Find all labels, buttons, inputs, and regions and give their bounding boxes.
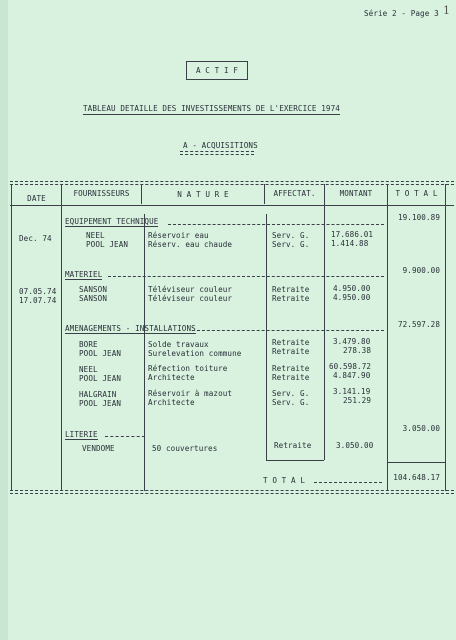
row-amount: 3.050.00: [336, 441, 374, 450]
row-nature: Réservoir eau: [148, 231, 209, 240]
group-leader-dots: [192, 330, 384, 331]
row-amount: 4.950.00: [333, 284, 371, 293]
total-leader-dots: [314, 482, 382, 483]
grand-total: 104.648.17: [393, 473, 440, 482]
row-affectation: Retraite: [272, 373, 310, 382]
row-nature: 50 couvertures: [152, 444, 218, 453]
row-supplier: POOL JEAN: [79, 349, 122, 358]
group-leader-dots: [105, 436, 145, 437]
row-nature: Réfection toiture: [148, 364, 228, 373]
document-page: [8, 0, 456, 640]
row-supplier: NEEL: [79, 365, 98, 374]
row-amount: 60.598.72: [329, 362, 372, 371]
group-total: 19.100.89: [397, 213, 440, 222]
group-total: 72.597.28: [397, 320, 440, 329]
row-affectation: Serv. G.: [272, 240, 310, 249]
row-supplier: VENDOME: [82, 444, 115, 453]
group-leader-dots: [168, 224, 384, 225]
row-supplier: SANSON: [79, 285, 108, 294]
row-nature: Téléviseur couleur: [148, 285, 233, 294]
document-subtitle: A - ACQUISITIONS: [183, 141, 258, 150]
row-date: 17.07.74: [19, 296, 57, 305]
group-title: AMENAGEMENTS - INSTALLATIONS: [65, 324, 196, 333]
row-affectation: Retraite: [272, 364, 310, 373]
column-header-affectation: AFFECTAT.: [273, 189, 316, 198]
row-supplier: POOL JEAN: [79, 374, 122, 383]
row-affectation: Retraite: [272, 294, 310, 303]
row-date: 07.05.74: [19, 287, 57, 296]
group-title: EQUIPEMENT TECHNIQUE: [65, 217, 159, 226]
column-header-date: DATE: [27, 194, 46, 203]
table-left-border: [11, 184, 12, 491]
row-amount: 17.686.01: [331, 230, 374, 239]
row-supplier: SANSON: [79, 294, 108, 303]
col-divider-affect: [324, 184, 325, 460]
section-label: A C T I F: [195, 66, 239, 75]
row-supplier: NEEL: [86, 231, 105, 240]
row-date: Dec. 74: [19, 234, 52, 243]
row-nature: Solde travaux: [148, 340, 209, 349]
column-header-total: T O T A L: [395, 189, 438, 198]
row-amount: 3.479.80: [333, 337, 371, 346]
col-divider-supplier: [144, 214, 145, 491]
group-title: LITERIE: [65, 430, 98, 439]
row-affectation: Serv. G.: [272, 398, 310, 407]
row-affectation: Retraite: [272, 338, 310, 347]
col-divider-nature: [266, 214, 267, 460]
row-amount: 4.847.90: [333, 371, 371, 380]
col-divider-amount: [387, 184, 388, 491]
row-supplier: BORE: [79, 340, 98, 349]
row-affectation: Retraite: [272, 285, 310, 294]
row-nature: Réservoir à mazout: [148, 389, 233, 398]
row-nature: Surelevation commune: [148, 349, 242, 358]
row-affectation: Serv. G.: [272, 389, 310, 398]
row-affectation: Retraite: [272, 347, 310, 356]
group-total: 9.900.00: [402, 266, 440, 275]
column-header-amount: MONTANT: [339, 189, 373, 198]
nature-bottom-rule: [266, 460, 324, 461]
row-affectation: Serv. G.: [272, 231, 310, 240]
row-amount: 278.38: [343, 346, 372, 355]
row-nature: Architecte: [148, 398, 195, 407]
row-nature: Architecte: [148, 373, 195, 382]
group-total: 3.050.00: [402, 424, 440, 433]
document-title: TABLEAU DETAILLE DES INVESTISSEMENTS DE L'EXERCICE 1974: [83, 104, 340, 113]
row-amount: 3.141.19: [333, 387, 371, 396]
row-supplier: POOL JEAN: [86, 240, 129, 249]
series-page-label: Série 2 - Page 3: [364, 9, 439, 18]
row-amount: 1.414.88: [331, 239, 369, 248]
row-supplier: HALGRAIN: [79, 390, 117, 399]
group-title: MATERIEL: [65, 270, 103, 279]
row-nature: Téléviseur couleur: [148, 294, 233, 303]
total-cell-top: [387, 462, 445, 463]
subtitle-underline: [180, 151, 254, 155]
total-label: T O T A L: [263, 476, 306, 485]
row-affectation: Retraite: [274, 441, 312, 450]
row-amount: 251.29: [343, 396, 372, 405]
row-nature: Réserv. eau chaude: [148, 240, 233, 249]
handwritten-page-number: 1: [443, 4, 450, 17]
row-supplier: POOL JEAN: [79, 399, 122, 408]
group-leader-dots: [108, 276, 384, 277]
table-right-border: [445, 184, 446, 491]
column-header-nature: N A T U R E: [177, 190, 229, 199]
col-divider-date: [61, 184, 62, 491]
column-header-suppliers: FOURNISSEURS: [73, 189, 130, 198]
row-amount: 4.950.00: [333, 293, 371, 302]
